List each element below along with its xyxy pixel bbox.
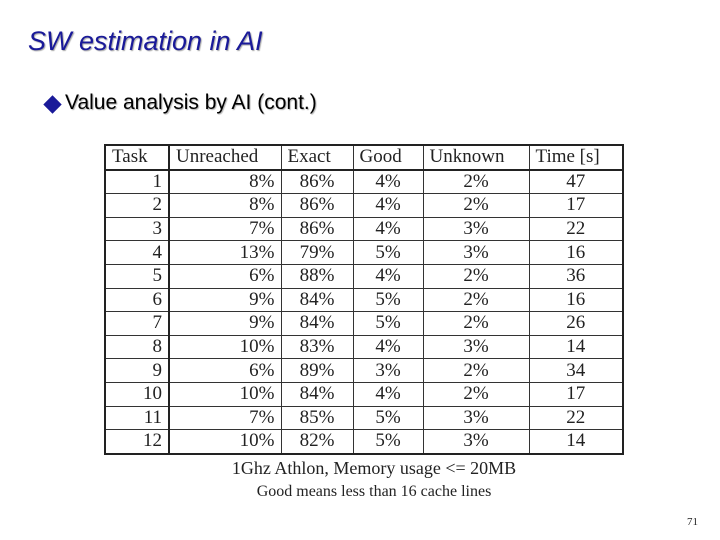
caption-good-definition: Good means less than 16 cache lines <box>256 483 492 500</box>
cell-task: 5 <box>105 264 169 288</box>
cell-task: 4 <box>105 241 169 265</box>
cell-exact: 84% <box>281 312 353 336</box>
table-row <box>105 241 623 265</box>
cell-unknown: 3% <box>423 217 529 241</box>
cell-time: 16 <box>529 288 623 312</box>
cell-time: 47 <box>529 170 623 194</box>
cell-good: 4% <box>353 264 423 288</box>
cell-task: 10 <box>105 382 169 406</box>
cell-good: 5% <box>353 406 423 430</box>
column-header-exact: Exact <box>281 145 353 170</box>
cell-unreached: 10% <box>169 335 281 359</box>
cell-unknown: 3% <box>423 335 529 359</box>
cell-unreached: 9% <box>169 312 281 336</box>
cell-good: 5% <box>353 241 423 265</box>
column-header-unreached: Unreached <box>169 145 281 170</box>
cell-exact: 83% <box>281 335 353 359</box>
cell-exact: 88% <box>281 264 353 288</box>
cell-exact: 89% <box>281 359 353 383</box>
table-row <box>105 194 623 218</box>
cell-task: 2 <box>105 194 169 218</box>
cell-time: 14 <box>529 335 623 359</box>
cell-task: 3 <box>105 217 169 241</box>
cell-unreached: 8% <box>169 194 281 218</box>
cell-good: 4% <box>353 217 423 241</box>
cell-task: 11 <box>105 406 169 430</box>
column-header-unknown: Unknown <box>423 145 529 170</box>
column-header-good: Good <box>353 145 423 170</box>
bullet-text: Value analysis by AI (cont.) <box>65 91 317 114</box>
cell-unknown: 3% <box>423 430 529 454</box>
cell-time: 22 <box>529 406 623 430</box>
cell-unreached: 9% <box>169 288 281 312</box>
cell-time: 22 <box>529 217 623 241</box>
cell-exact: 86% <box>281 217 353 241</box>
cell-time: 34 <box>529 359 623 383</box>
results-table <box>104 144 624 455</box>
cell-good: 4% <box>353 335 423 359</box>
cell-unreached: 13% <box>169 241 281 265</box>
table-row <box>105 335 623 359</box>
table-row <box>105 382 623 406</box>
cell-good: 5% <box>353 430 423 454</box>
cell-unknown: 3% <box>423 241 529 265</box>
cell-unreached: 8% <box>169 170 281 194</box>
cell-unknown: 2% <box>423 359 529 383</box>
cell-unreached: 6% <box>169 359 281 383</box>
table-row <box>105 406 623 430</box>
diamond-bullet-icon <box>43 95 61 113</box>
cell-unreached: 6% <box>169 264 281 288</box>
cell-exact: 86% <box>281 170 353 194</box>
cell-exact: 86% <box>281 194 353 218</box>
cell-good: 4% <box>353 194 423 218</box>
cell-time: 17 <box>529 382 623 406</box>
cell-time: 17 <box>529 194 623 218</box>
cell-good: 4% <box>353 170 423 194</box>
cell-unknown: 2% <box>423 170 529 194</box>
cell-good: 5% <box>353 288 423 312</box>
table-header-row <box>105 145 623 170</box>
cell-time: 16 <box>529 241 623 265</box>
cell-exact: 85% <box>281 406 353 430</box>
cell-good: 4% <box>353 382 423 406</box>
cell-unknown: 2% <box>423 264 529 288</box>
table-row <box>105 288 623 312</box>
results-table-container <box>104 144 622 451</box>
table-row <box>105 430 623 454</box>
cell-unknown: 2% <box>423 312 529 336</box>
cell-unknown: 2% <box>423 382 529 406</box>
table-row <box>105 359 623 383</box>
cell-exact: 79% <box>281 241 353 265</box>
cell-time: 14 <box>529 430 623 454</box>
cell-task: 8 <box>105 335 169 359</box>
cell-good: 5% <box>353 312 423 336</box>
cell-unknown: 3% <box>423 406 529 430</box>
table-row <box>105 217 623 241</box>
cell-time: 26 <box>529 312 623 336</box>
cell-good: 3% <box>353 359 423 383</box>
cell-unreached: 7% <box>169 406 281 430</box>
cell-task: 12 <box>105 430 169 454</box>
cell-task: 1 <box>105 170 169 194</box>
table-row <box>105 312 623 336</box>
cell-unreached: 7% <box>169 217 281 241</box>
slide-title: SW estimation in AI <box>28 26 263 56</box>
column-header-task: Task <box>105 145 169 170</box>
caption-hardware: 1Ghz Athlon, Memory usage <= 20MB <box>231 458 517 478</box>
cell-unknown: 2% <box>423 194 529 218</box>
column-header-time: Time [s] <box>529 145 623 170</box>
cell-task: 6 <box>105 288 169 312</box>
cell-unreached: 10% <box>169 430 281 454</box>
table-body <box>105 170 623 454</box>
cell-unknown: 2% <box>423 288 529 312</box>
cell-unreached: 10% <box>169 382 281 406</box>
cell-exact: 82% <box>281 430 353 454</box>
bullet-item <box>46 91 317 115</box>
cell-time: 36 <box>529 264 623 288</box>
cell-task: 7 <box>105 312 169 336</box>
table-row <box>105 264 623 288</box>
table-row <box>105 170 623 194</box>
cell-exact: 84% <box>281 288 353 312</box>
cell-exact: 84% <box>281 382 353 406</box>
cell-task: 9 <box>105 359 169 383</box>
page-number: 71 <box>687 516 698 528</box>
